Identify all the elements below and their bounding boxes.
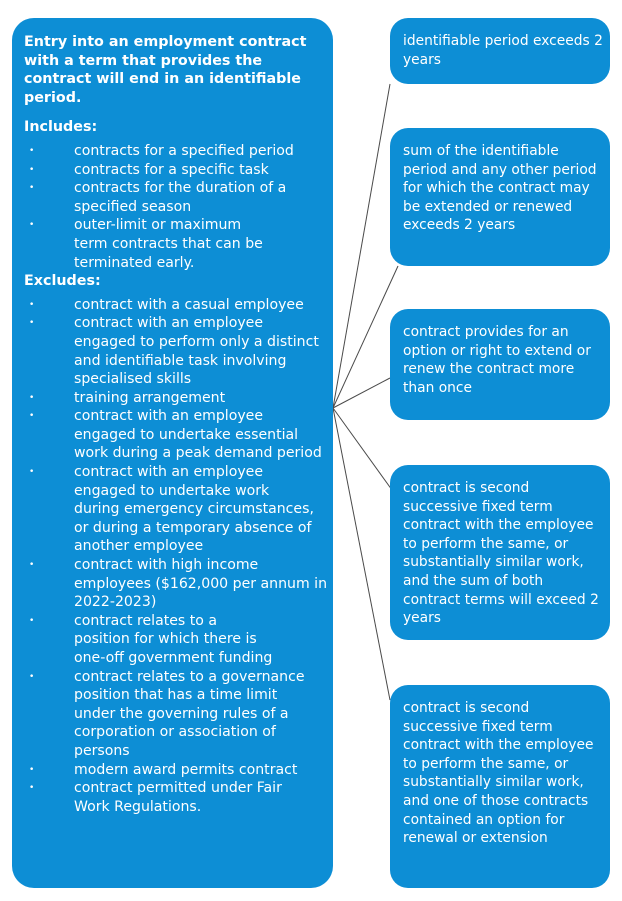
excludes-list	[24, 296, 327, 817]
excludes-item	[24, 668, 321, 761]
condition-text: contract is second successive fixed term contract with the employee to perform the same, or substantially similar work, and one of those contracts contained an option for renewal or extension	[403, 700, 594, 847]
bullet-icon: •	[29, 411, 35, 422]
main-title: Entry into an employment contract with a term that provides the contract will end in an identifiable period.	[24, 34, 307, 106]
bullet-icon: •	[29, 318, 35, 329]
bullet-icon: •	[29, 299, 35, 310]
excludes-item	[24, 612, 321, 668]
includes-item-text: contracts for the duration of a specified season	[74, 180, 287, 215]
includes-item	[24, 179, 321, 216]
connector-to-condition-3	[333, 378, 390, 408]
excludes-item	[24, 463, 321, 556]
excludes-heading: Excludes:	[24, 273, 101, 290]
includes-item-text: outer-limit or maximum term contracts that can be terminated early.	[74, 217, 263, 271]
condition-text: contract provides for an option or right to extend or renew the contract more than once	[403, 324, 591, 396]
connector-to-condition-4	[333, 408, 392, 490]
excludes-item	[24, 556, 327, 612]
excludes-item-text: contract relates to a position for which there is one-off government funding	[74, 612, 273, 666]
condition-text: contract is second successive fixed term contract with the employee to perform the same, or substantially similar work, and the sum of both contract terms will exceed 2 years	[403, 480, 599, 627]
connector-to-condition-1	[333, 84, 390, 408]
bullet-icon: •	[29, 560, 35, 571]
connector-to-condition-5	[333, 408, 390, 700]
excludes-item-text: contract with high income employees ($162,000 per annum in 2022-2023)	[74, 557, 327, 611]
excludes-item-text: contract with an employee engaged to perform only a distinct and identifiable task involving specialised skills	[74, 315, 319, 388]
excludes-item-text: training arrangement	[74, 389, 226, 406]
includes-item-text: contracts for a specified period	[74, 142, 294, 159]
excludes-item-text: contract permitted under Fair Work Regulations.	[74, 780, 282, 815]
condition-box-5	[390, 685, 610, 888]
bullet-icon: •	[29, 764, 35, 775]
includes-item-text: contracts for a specific task	[74, 161, 269, 178]
excludes-item	[24, 761, 321, 780]
includes-heading: Includes:	[24, 119, 98, 136]
bullet-icon: •	[29, 615, 35, 626]
excludes-item-text: modern award permits contract	[74, 761, 298, 778]
connector-to-condition-2	[333, 266, 398, 408]
bullet-icon: •	[29, 220, 35, 231]
includes-item	[24, 142, 321, 161]
condition-text: identifiable period exceeds 2 years	[403, 33, 603, 68]
excludes-item	[24, 314, 321, 388]
bullet-icon: •	[29, 392, 35, 403]
excludes-item-text: contract with an employee engaged to undertake work during emergency circumstances, or during a temporary absence of another employee	[74, 464, 314, 555]
bullet-icon: •	[29, 183, 35, 194]
condition-box-3	[390, 309, 610, 420]
excludes-item	[24, 296, 321, 315]
excludes-item	[24, 407, 321, 463]
condition-text: sum of the identifiable period and any other period for which the contract may be extended or renewed exceeds 2 years	[403, 143, 597, 234]
excludes-item-text: contract with an employee engaged to undertake essential work during a peak demand period	[74, 408, 322, 462]
includes-item	[24, 216, 321, 272]
condition-box-2	[390, 128, 610, 266]
includes-item	[24, 161, 321, 180]
bullet-icon: •	[29, 671, 35, 682]
includes-list	[24, 142, 321, 272]
condition-box-1	[390, 18, 610, 84]
condition-box-4	[390, 465, 610, 640]
bullet-icon: •	[29, 467, 35, 478]
bullet-icon: •	[29, 164, 35, 175]
bullet-icon: •	[29, 783, 35, 794]
bullet-icon: •	[29, 145, 35, 156]
excludes-item	[24, 779, 321, 816]
excludes-item-text: contract with a casual employee	[74, 296, 304, 313]
excludes-item	[24, 389, 321, 408]
fixed-term-contract-box	[12, 18, 333, 888]
excludes-item-text: contract relates to a governance position that has a time limit under the governing rules of a corporation or association of persons	[74, 668, 305, 759]
